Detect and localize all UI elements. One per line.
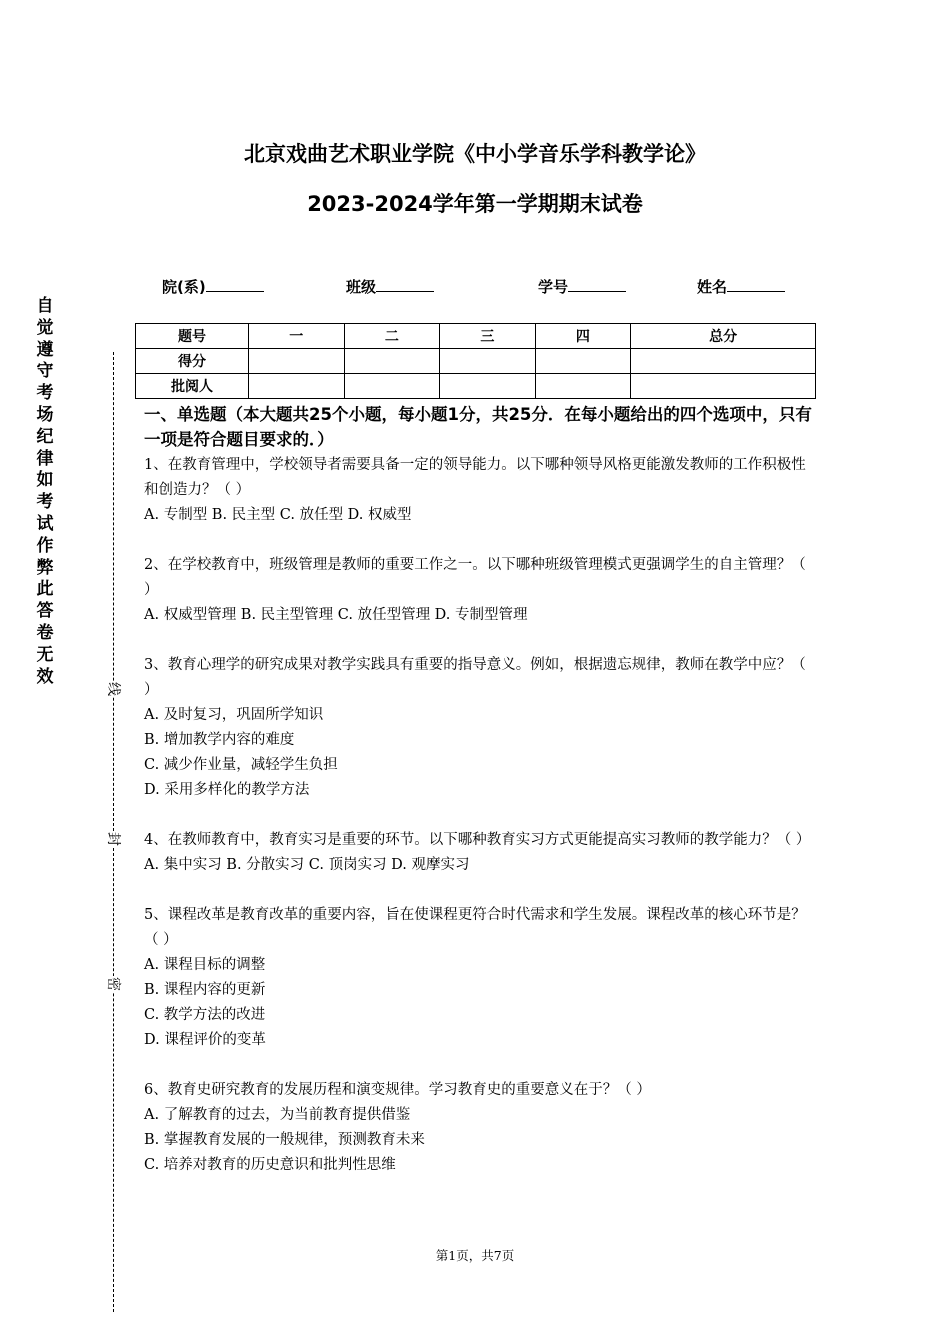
question-options: A. 集中实习 B. 分散实习 C. 顶岗实习 D. 观摩实习 <box>144 857 470 873</box>
spacer <box>144 628 812 653</box>
name-blank <box>727 277 785 292</box>
option-b: B. 增加教学内容的难度 <box>144 732 295 748</box>
dept-label: 院(系) <box>162 278 206 296</box>
grader-cell <box>631 374 816 399</box>
option-a: A. 及时复习，巩固所学知识 <box>144 707 324 723</box>
spacer <box>144 878 812 903</box>
option-a: A. 了解教育的过去，为当前教育提供借鉴 <box>144 1107 411 1123</box>
question-6 <box>144 1078 812 1178</box>
student-no-field <box>538 276 626 297</box>
score-cell <box>249 349 345 374</box>
option-d: D. 课程评价的变革 <box>144 1032 266 1048</box>
exam-title-line1: 北京戏曲艺术职业学院《中小学音乐学科教学论》 <box>244 142 706 166</box>
name-field <box>697 276 785 297</box>
score-header-cell: 三 <box>440 324 536 349</box>
question-options: A. 专制型 B. 民主型 C. 放任型 D. 权威型 <box>144 507 412 523</box>
option-d: D. 采用多样化的教学方法 <box>144 782 310 798</box>
option-a: A. 课程目标的调整 <box>144 957 266 973</box>
dept-field <box>162 276 264 297</box>
side-char: 效 <box>36 666 54 687</box>
grader-cell <box>440 374 536 399</box>
spacer <box>144 803 812 828</box>
option-c: C. 减少作业量，减轻学生负担 <box>144 757 338 773</box>
class-label: 班级 <box>346 278 377 296</box>
side-char: 弊 <box>36 557 54 578</box>
side-char: 试 <box>36 513 54 534</box>
score-header-cell: 二 <box>344 324 440 349</box>
option-c: C. 培养对教育的历史意识和批判性思维 <box>144 1157 396 1173</box>
question-stem: 2、在学校教育中，班级管理是教师的重要工作之一。以下哪种班级管理模式更强调学生的自主管理？（ ） <box>144 557 806 598</box>
side-warning-note <box>34 296 56 688</box>
score-cell <box>344 349 440 374</box>
grader-cell <box>535 374 631 399</box>
question-5 <box>144 903 812 1053</box>
side-char: 如 <box>36 470 54 491</box>
class-blank <box>376 277 434 292</box>
score-header-cell: 一 <box>249 324 345 349</box>
side-char: 此 <box>36 579 54 600</box>
grader-row-label: 批阅人 <box>136 374 249 399</box>
question-4 <box>144 828 812 878</box>
side-char: 纪 <box>36 426 54 447</box>
page-footer: 第1页，共7页 <box>435 1248 515 1263</box>
class-field <box>346 276 434 297</box>
score-header-cell: 四 <box>535 324 631 349</box>
seal-mark-line: 线 <box>104 681 124 697</box>
option-b: B. 掌握教育发展的一般规律，预测教育未来 <box>144 1132 425 1148</box>
option-c: C. 教学方法的改进 <box>144 1007 266 1023</box>
question-1 <box>144 453 812 528</box>
spacer <box>144 1053 812 1078</box>
exam-title-line2: 2023-2024学年第一学期期末试卷 <box>307 192 643 216</box>
option-b: B. 课程内容的更新 <box>144 982 266 998</box>
question-stem: 6、教育史研究教育的发展历程和演变规律。学习教育史的重要意义在于？（ ） <box>144 1082 651 1098</box>
section-1 <box>144 402 812 1178</box>
side-char: 考 <box>36 383 54 404</box>
side-char: 无 <box>36 644 54 665</box>
question-3 <box>144 653 812 803</box>
score-cell <box>631 349 816 374</box>
side-char: 卷 <box>36 622 54 643</box>
side-char: 考 <box>36 492 54 513</box>
question-stem: 3、教育心理学的研究成果对教学实践具有重要的指导意义。例如，根据遗忘规律，教师在教学中应？（ ） <box>144 657 806 698</box>
side-char: 自 <box>36 296 54 316</box>
score-header-cell: 题号 <box>136 324 249 349</box>
score-cell <box>535 349 631 374</box>
grader-cell <box>249 374 345 399</box>
question-stem: 1、在教育管理中，学校领导者需要具备一定的领导能力。以下哪种领导风格更能激发教师的工作积极性和创造力？（ ） <box>144 457 806 498</box>
name-label: 姓名 <box>697 278 728 296</box>
seal-mark-seal: 封 <box>104 831 124 847</box>
dept-blank <box>206 277 264 292</box>
student-no-blank <box>568 277 626 292</box>
question-stem: 4、在教师教育中，教育实习是重要的环节。以下哪种教育实习方式更能提高实习教师的教学能力？（ ） <box>144 832 811 848</box>
side-char: 觉 <box>36 317 54 338</box>
side-char: 律 <box>36 448 54 469</box>
score-cell <box>440 349 536 374</box>
score-table-header <box>136 324 816 349</box>
score-header-cell: 总分 <box>631 324 816 349</box>
question-2 <box>144 553 812 628</box>
side-char: 场 <box>36 404 54 425</box>
score-row <box>136 349 816 374</box>
side-char: 遵 <box>36 339 54 360</box>
score-table <box>135 323 816 399</box>
section-heading: 一、单选题（本大题共25个小题，每小题1分，共25分．在每小题给出的四个选项中，只有一项是符合题目要求的．） <box>144 405 812 449</box>
grader-row <box>136 374 816 399</box>
student-no-label: 学号 <box>538 278 569 296</box>
grader-cell <box>344 374 440 399</box>
question-options: A. 权威型管理 B. 民主型管理 C. 放任型管理 D. 专制型管理 <box>144 607 528 623</box>
question-stem: 5、课程改革是教育改革的重要内容，旨在使课程更符合时代需求和学生发展。课程改革的核心环节是？（ ） <box>144 907 806 948</box>
seal-mark-secret: 密 <box>104 976 124 992</box>
spacer <box>144 528 812 553</box>
score-row-label: 得分 <box>136 349 249 374</box>
side-char: 答 <box>36 601 54 622</box>
side-char: 守 <box>36 361 54 382</box>
side-char: 作 <box>36 535 54 556</box>
